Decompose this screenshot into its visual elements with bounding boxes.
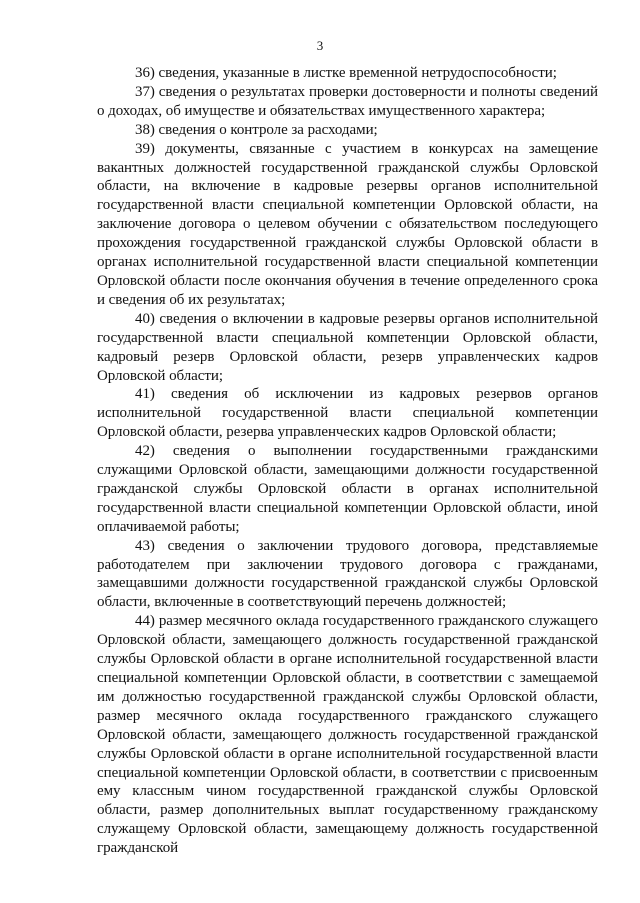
list-item-43: 43) сведения о заключении трудового договора, представляемые работодателем при заключении трудового договора с гражданами, замещавшими должности государственной гражданской службы Орловской области, включенные в соответствующий перечень должностей; (97, 537, 598, 611)
list-item-44: 44) размер месячного оклада государственного гражданского служащего Орловской области, замещающего должность государственной гражданской службы Орловской области в органе исполнительной государственной власти специальной компетенции Орловской области, в соответствии с замещаемой им должностью государственной гражданской службы Орловской области, размер месячного оклада государственного гражданского служащего Орловской области, замещающего должность государственной гражданской службы Орловской области в органе исполнительной государственной власти специальной компетенции Орловской области, в соответствии с присвоенным ему классным чином государственной гражданской службы Орловской области, размер дополнительных выплат государственному гражданскому служащему Орловской области, замещающему должность государственной гражданской (97, 613, 598, 857)
list-item-38: 38) сведения о контроле за расходами; (135, 121, 378, 138)
list-item-36: 36) сведения, указанные в листке временной нетрудоспособности; (135, 65, 557, 81)
list-item-37: 37) сведения о результатах проверки достоверности и полноты сведений о доходах, об имуществе и обязательствах имущественного характера; (97, 83, 598, 119)
list-item-41: 41) сведения об исключении из кадровых резервов органов исполнительной государственной власти специальной компетенции Орловской области, резерва управленческих кадров Орловской области; (97, 386, 598, 441)
document-body (97, 64, 598, 858)
page-number: 3 (316, 38, 324, 53)
list-item-40: 40) сведения о включении в кадровые резервы органов исполнительной государственной власти специальной компетенции Орловской области, кадровый резерв Орловской области, резерв управленческих кадров Орловской области; (97, 310, 598, 384)
list-item-42: 42) сведения о выполнении государственными гражданскими служащими Орловской области, замещающими должности государственной гражданской службы Орловской области в органах исполнительной государственной власти специальной компетенции Орловской области, иной оплачиваемой работы; (97, 443, 598, 535)
list-item-39: 39) документы, связанные с участием в конкурсах на замещение вакантных должностей государственной гражданской службы Орловской области, на включение в кадровые резервы органов исполнительной государственной власти специальной компетенции Орловской области, на заключение договора о целевом обучении с обязательством последующего прохождения государственной гражданской службы Орловской области в органах исполнительной государственной власти специальной компетенции Орловской области после окончания обучения в течение определенного срока и сведения об их результатах; (97, 140, 598, 308)
